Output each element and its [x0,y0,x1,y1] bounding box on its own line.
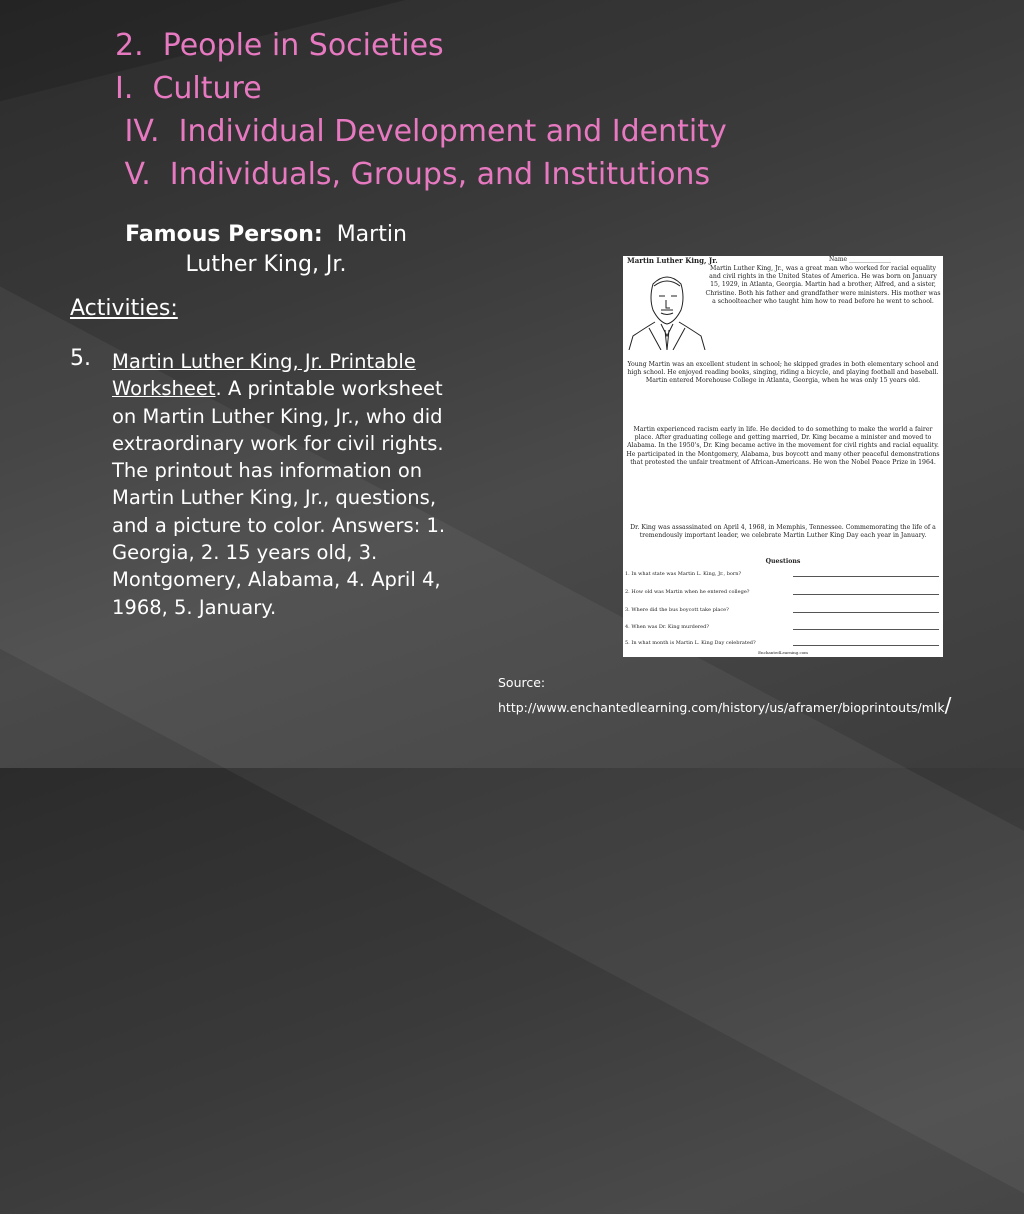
title-line-1: 2. People in Societies [115,28,444,63]
worksheet-paragraph-1: Martin Luther King, Jr., was a great man who worked for racial equality and civil rights in the United States of America. He was born on January 15, 1929, in Atlanta, Georgia. Martin had a brother, Alfred, and a sister, Christine. Both his father and grandfather were ministers. His mother was a schoolteacher who taught him how to read before he went to school. [705,265,941,305]
item-description [112,348,457,621]
worksheet-question: 5. In what month is Martin L. King Day celebrated? [625,640,756,646]
answer-line [793,612,939,613]
item-text: . A printable worksheet on Martin Luther King, Jr., who did extraordinary work for civil rights. The printout has information on Martin Luther King, Jr., questions, and a picture to color. Answers: 1. Georgia, 2. 15 years old, 3. Montgomery, Alabama, 4. April 4, 1968, 5. January. [112,377,446,619]
source-url-slash: / [944,693,952,717]
worksheet-question: 1. In what state was Martin L. King, Jr., born? [625,571,742,577]
worksheet-heading: Martin Luther King, Jr. [627,256,718,265]
answer-line [793,645,939,646]
source-url[interactable]: http://www.enchantedlearning.com/history/us/aframer/bioprintouts/mlk [498,700,945,715]
slide-title [115,24,955,196]
worksheet-paragraph-3: Martin experienced racism early in life. He decided to do something to make the world a fairer place. After graduating college and getting married, Dr. King became a minister and moved to Alabama. In the 1950's, Dr. King became active in the movement for civil rights and racial equality. He participated in the Montgomery, Alabama, bus boycott and many other peaceful demonstrations that protested the unfair treatment of African-Americans. He won the Nobel Peace Prize in 1964. [626,426,940,466]
worksheet-link[interactable]: Martin Luther King, Jr. Printable Worksheet [112,350,416,401]
worksheet-question: 3. Where did the bus boycott take place? [625,607,729,613]
worksheet-question: 4. When was Dr. King murdered? [625,624,710,630]
worksheet-questions-title: Questions [765,558,801,565]
item-number: 5. [70,346,91,371]
worksheet-question: 2. How old was Martin when he entered college? [625,589,750,595]
title-line-4: V. Individuals, Groups, and Institutions [115,157,711,192]
source-label: Source: [498,675,546,690]
worksheet-image [623,256,943,657]
mlk-portrait-drawing [625,264,709,350]
answer-line [793,594,939,595]
famous-person-name-a: Martin [336,222,407,247]
activities-label: Activities: [70,296,178,321]
famous-person-label: Famous Person: [125,222,323,247]
answer-line [793,576,939,577]
answer-line [793,629,939,630]
worksheet-name-label: Name ______________ [829,256,891,263]
famous-person [96,220,436,280]
source-citation [498,672,988,719]
worksheet-footer: EnchantedLearning.com [758,650,808,655]
worksheet-paragraph-4: Dr. King was assassinated on April 4, 1968, in Memphis, Tennessee. Commemorating the life of a tremendously important leader, we celebrate Martin Luther King Day each year in January. [630,524,936,540]
title-line-3: IV. Individual Development and Identity [115,114,727,149]
famous-person-name-b: Luther King, Jr. [185,252,347,277]
worksheet-paragraph-2: Young Martin was an excellent student in school; he skipped grades in both elementary school and high school. He enjoyed reading books, singing, riding a bicycle, and playing football and baseball. Martin entered Morehouse College in Atlanta, Georgia, when he was only 15 years old. [627,361,939,385]
title-line-2: I. Culture [115,71,262,106]
